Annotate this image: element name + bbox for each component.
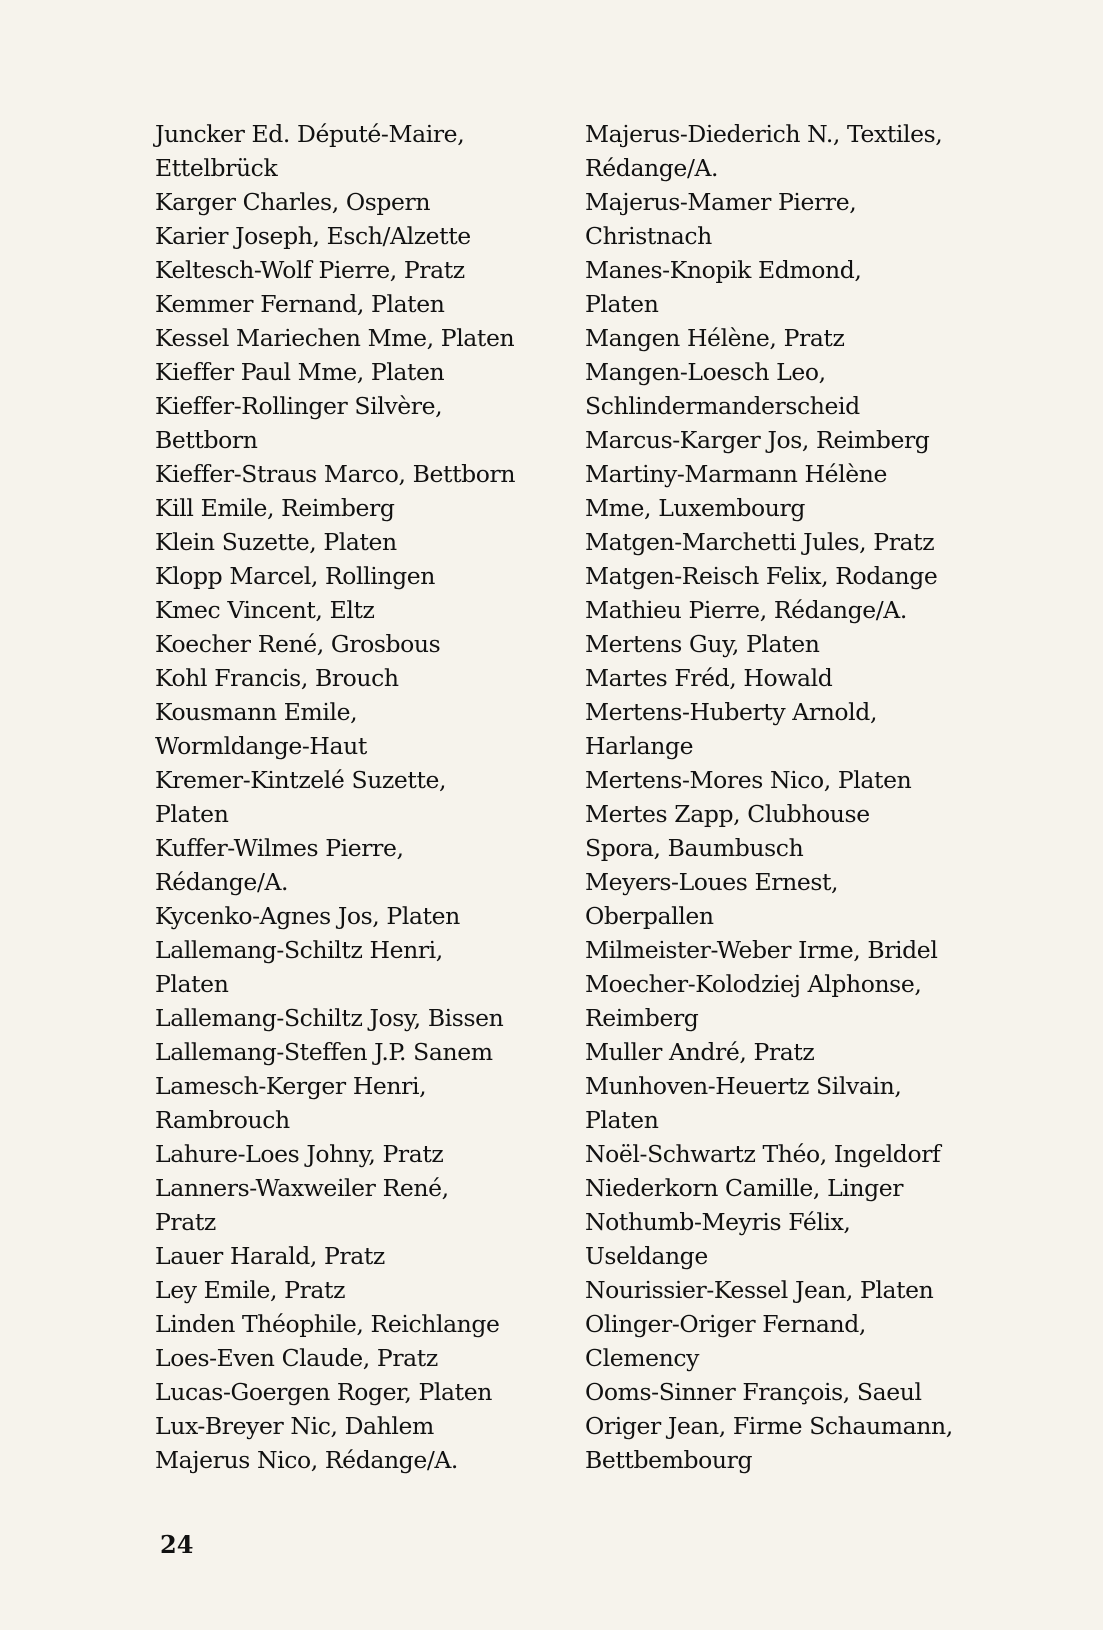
right-column-list (585, 117, 1015, 1477)
list-line: Keltesch-Wolf Pierre, Pratz (155, 256, 465, 284)
list-line: Kill Emile, Reimberg (155, 494, 395, 522)
list-line: Schlindermanderscheid (585, 392, 860, 420)
list-line: Mertens-Huberty Arnold, (585, 698, 878, 726)
list-line: Platen (155, 800, 229, 828)
list-line: Muller André, Pratz (585, 1038, 815, 1066)
list-line: Lanners-Waxweiler René, (155, 1174, 449, 1202)
list-line: Bettbembourg (585, 1446, 753, 1474)
list-line: Origer Jean, Firme Schaumann, (585, 1412, 953, 1440)
list-line: Rédange/A. (155, 868, 289, 896)
list-line: Linden Théophile, Reichlange (155, 1310, 500, 1338)
list-line: Mangen-Loesch Leo, (585, 358, 826, 386)
list-line: Loes-Even Claude, Pratz (155, 1344, 438, 1372)
list-line: Munhoven-Heuertz Silvain, (585, 1072, 902, 1100)
list-line: Ooms-Sinner François, Saeul (585, 1378, 922, 1406)
list-line: Kousmann Emile, (155, 698, 358, 726)
list-line: Juncker Ed. Député-Maire, (155, 120, 465, 148)
list-line: Kieffer Paul Mme, Platen (155, 358, 445, 386)
list-line: Matgen-Marchetti Jules, Pratz (585, 528, 935, 556)
list-line: Lux-Breyer Nic, Dahlem (155, 1412, 434, 1440)
list-line: Noël-Schwartz Théo, Ingeldorf (585, 1140, 941, 1168)
list-line: Matgen-Reisch Felix, Rodange (585, 562, 938, 590)
list-line: Kmec Vincent, Eltz (155, 596, 375, 624)
list-line: Lucas-Goergen Roger, Platen (155, 1378, 492, 1406)
list-line: Meyers-Loues Ernest, (585, 868, 839, 896)
list-line: Ley Emile, Pratz (155, 1276, 346, 1304)
list-line: Moecher-Kolodziej Alphonse, (585, 970, 922, 998)
list-line: Oberpallen (585, 902, 714, 930)
list-line: Manes-Knopik Edmond, (585, 256, 862, 284)
list-line: Klein Suzette, Platen (155, 528, 397, 556)
list-line: Martes Fréd, Howald (585, 664, 833, 692)
list-line: Majerus Nico, Rédange/A. (155, 1446, 458, 1474)
list-line: Marcus-Karger Jos, Reimberg (585, 426, 930, 454)
left-column-list (155, 117, 555, 1477)
list-line: Niederkorn Camille, Linger (585, 1174, 904, 1202)
list-line: Mertens-Mores Nico, Platen (585, 766, 912, 794)
list-line: Kieffer-Straus Marco, Bettborn (155, 460, 516, 488)
list-line: Lallemang-Schiltz Josy, Bissen (155, 1004, 504, 1032)
list-line: Christnach (585, 222, 712, 250)
list-line: Spora, Baumbusch (585, 834, 804, 862)
list-line: Kycenko-Agnes Jos, Platen (155, 902, 460, 930)
list-line: Bettborn (155, 426, 258, 454)
list-line: Kieffer-Rollinger Silvère, (155, 392, 443, 420)
list-line: Lauer Harald, Pratz (155, 1242, 385, 1270)
list-line: Klopp Marcel, Rollingen (155, 562, 436, 590)
list-line: Reimberg (585, 1004, 699, 1032)
list-line: Rédange/A. (585, 154, 719, 182)
list-line: Mangen Hélène, Pratz (585, 324, 845, 352)
list-line: Lahure-Loes Johny, Pratz (155, 1140, 444, 1168)
list-line: Majerus-Diederich N., Textiles, (585, 120, 943, 148)
list-line: Karger Charles, Ospern (155, 188, 431, 216)
page-number: 24 (160, 1530, 194, 1559)
list-line: Koecher René, Grosbous (155, 630, 441, 658)
list-line: Platen (585, 290, 659, 318)
list-line: Kohl Francis, Brouch (155, 664, 399, 692)
list-line: Rambrouch (155, 1106, 290, 1134)
list-line: Mme, Luxembourg (585, 494, 805, 522)
list-line: Kremer-Kintzelé Suzette, (155, 766, 447, 794)
list-line: Mertens Guy, Platen (585, 630, 820, 658)
list-line: Lamesch-Kerger Henri, (155, 1072, 427, 1100)
list-line: Majerus-Mamer Pierre, (585, 188, 857, 216)
list-line: Kessel Mariechen Mme, Platen (155, 324, 515, 352)
list-line: Clemency (585, 1344, 699, 1372)
list-line: Mathieu Pierre, Rédange/A. (585, 596, 907, 624)
list-line: Nothumb-Meyris Félix, (585, 1208, 851, 1236)
list-line: Platen (585, 1106, 659, 1134)
list-line: Pratz (155, 1208, 216, 1236)
list-line: Nourissier-Kessel Jean, Platen (585, 1276, 934, 1304)
list-line: Karier Joseph, Esch/Alzette (155, 222, 471, 250)
list-line: Harlange (585, 732, 694, 760)
list-line: Lallemang-Steffen J.P. Sanem (155, 1038, 493, 1066)
list-line: Milmeister-Weber Irme, Bridel (585, 936, 938, 964)
list-line: Lallemang-Schiltz Henri, (155, 936, 443, 964)
list-line: Martiny-Marmann Hélène (585, 460, 888, 488)
list-line: Ettelbrück (155, 154, 278, 182)
list-line: Platen (155, 970, 229, 998)
list-line: Wormldange-Haut (155, 732, 367, 760)
list-line: Kuffer-Wilmes Pierre, (155, 834, 404, 862)
list-line: Kemmer Fernand, Platen (155, 290, 445, 318)
list-line: Olinger-Origer Fernand, (585, 1310, 866, 1338)
list-line: Mertes Zapp, Clubhouse (585, 800, 870, 828)
list-line: Useldange (585, 1242, 708, 1270)
